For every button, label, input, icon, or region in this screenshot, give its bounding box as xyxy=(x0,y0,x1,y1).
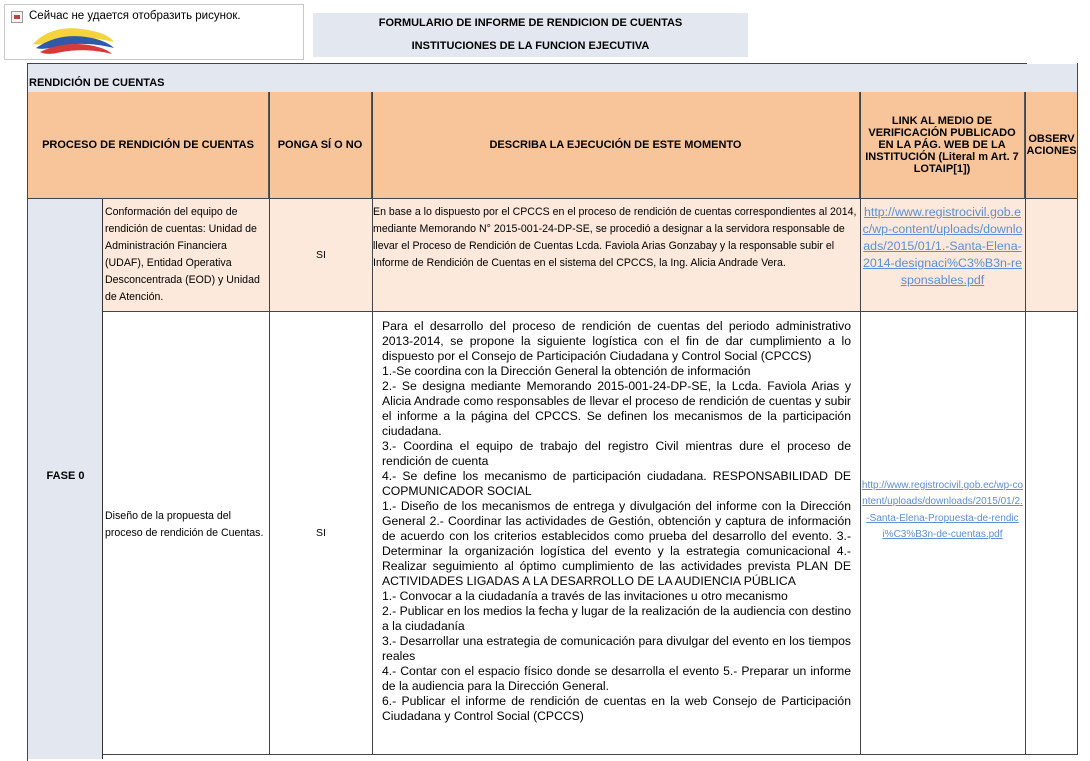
row2-paragraph: 1.- Diseño de los mecanismos de entrega y divulgación del informe con la Dirección General 2.- Coordinar las actividades de Gestión, obtención y captura de información de acuerdo con los criterios establecidos como prueba del desarrollo del evento. 3.- Determinar la organización logística del evento y la estrategia comunicacional 4.- Realizar seguimiento al óptimo cumplimiento de las actividades prevista PLAN DE ACTIVIDADES LIGADAS A LA DESARROLLO DE LA AUDIENCIA PÚBLICA xyxy=(382,499,851,588)
phase-label: FASE 0 xyxy=(46,470,85,482)
row2-description xyxy=(382,319,851,724)
form-title: FORMULARIO DE INFORME DE RENDICION DE CUENTAS xyxy=(378,17,683,29)
row2-paragraph: 3.- Coordina el equipo de trabajo del registro Civil mientras dure el proceso de rendición de cuenta xyxy=(382,439,851,468)
row2-paragraph: 4.- Se define los mecanismo de participación ciudadana. RESPONSABILIDAD DE COPMUNICADOR SOCIAL xyxy=(382,469,851,498)
row2-verification-link[interactable]: http://www.registrocivil.gob.ec/wp-content/uploads/downloads/2015/01/2.-Santa-Elena-Propuesta-de-rendici%C3%B3n-de-cuentas.pdf xyxy=(861,480,1024,540)
col-header-ponga: PONGA SÍ O NO xyxy=(269,92,372,198)
broken-image-icon xyxy=(11,11,23,23)
divider xyxy=(269,92,270,755)
col-header-observaciones: OBSERV ACIONES xyxy=(1025,92,1078,198)
divider xyxy=(103,311,1078,312)
row1-description: En base a lo dispuesto por el CPCCS en el proceso de rendición de cuentas correspondientes al 2014, mediante Memorando N° 2015-001-24-DP-SE, se procedió a designar a la servidora responsable de llevar el Proceso de Rendición de Cuentas Lcda. Faviola Arias Gonzabay y la responsable subir el Informe de Rendición de Cuentas en el sistema del CPCCS, la Ing. Alicia Andrade Vera. xyxy=(373,206,857,269)
form-subtitle: INSTITUCIONES DE LA FUNCION EJECUTIVA xyxy=(411,40,650,52)
row1-answer: SI xyxy=(316,249,326,261)
row2-answer: SI xyxy=(316,527,326,539)
row2-process: Diseño de la propuesta del proceso de rendición de Cuentas. xyxy=(105,510,264,539)
col-header-proceso: PROCESO DE RENDICIÓN DE CUENTAS xyxy=(28,92,269,198)
row2-paragraph: 1.-Se coordina con la Dirección General la obtención de información xyxy=(382,364,751,378)
row2-paragraph: 1.- Convocar a la ciudadanía a través de las invitaciones u otro mecanismo xyxy=(382,589,788,603)
divider xyxy=(1025,92,1026,755)
row2-paragraph: Para el desarrollo del proceso de rendición de cuentas del periodo administrativo 2013-2014, se propone la siguiente logística con el fin de dar cumplimiento a lo dispuesto por el Consejo de Participación Ciudadana y Control Social (CPCCS) xyxy=(382,319,851,363)
divider xyxy=(103,754,1078,755)
row1-process: Conformación del equipo de rendición de cuentas: Unidad de Administración Financiera (UDAF), Entidad Operativa Desconcentrada (EOD) y Unidad de Atención. xyxy=(105,206,260,303)
col-header-describa: DESCRIBA LA EJECUCIÓN DE ESTE MOMENTO xyxy=(372,92,860,198)
divider xyxy=(27,63,28,761)
row2-paragraph: 2.- Publicar en los medios la fecha y lugar de la realización de la audiencia con destino a la ciudadanía xyxy=(382,604,851,633)
divider xyxy=(27,198,1078,199)
row1-verification-link[interactable]: http://www.registrocivil.gob.ec/wp-content/uploads/downloads/2015/01/1.-Santa-Elena-2014-designaci%C3%B3n-responsables.pdf xyxy=(862,205,1023,287)
form-header xyxy=(313,13,748,57)
row2-paragraph: 3.- Desarrollar una estrategia de comunicación para divulgar del evento en los tiempos reales xyxy=(382,634,851,663)
row2-paragraph: 2.- Se designa mediante Memorando 2015-001-24-DP-SE, la Lcda. Faviola Arias y Alicia Andrade como responsables de llevar el proceso de rendición de cuentas y subir el informe a la página del CPCCS. Se definen los mecanismos de la participación ciudadana. xyxy=(382,379,851,438)
section-bar xyxy=(27,64,1078,92)
divider xyxy=(860,92,861,755)
broken-image-alt-text: Сейчас не удается отобразить рисунок. xyxy=(29,10,241,22)
flag-logo-image xyxy=(28,22,118,58)
row2-paragraph: 6.- Publicar el informe de rendición de cuentas en la web Consejo de Participación Ciudadana y Control Social (CPCCS) xyxy=(382,694,851,723)
section-title: RENDICIÓN DE CUENTAS xyxy=(29,77,165,89)
divider xyxy=(372,92,373,755)
divider xyxy=(27,63,1027,64)
col-header-link: LINK AL MEDIO DE VERIFICACIÓN PUBLICADO EN LA PÁG. WEB DE LA INSTITUCIÓN (Literal m Art. 7 LOTAIP[1]) xyxy=(860,92,1025,198)
row1-observ-bg xyxy=(1025,199,1078,311)
divider xyxy=(1077,63,1078,755)
row2-paragraph: 4.- Contar con el espacio físico donde se desarrolla el evento 5.- Preparar un informe de la audiencia para la Dirección General. xyxy=(382,664,851,693)
